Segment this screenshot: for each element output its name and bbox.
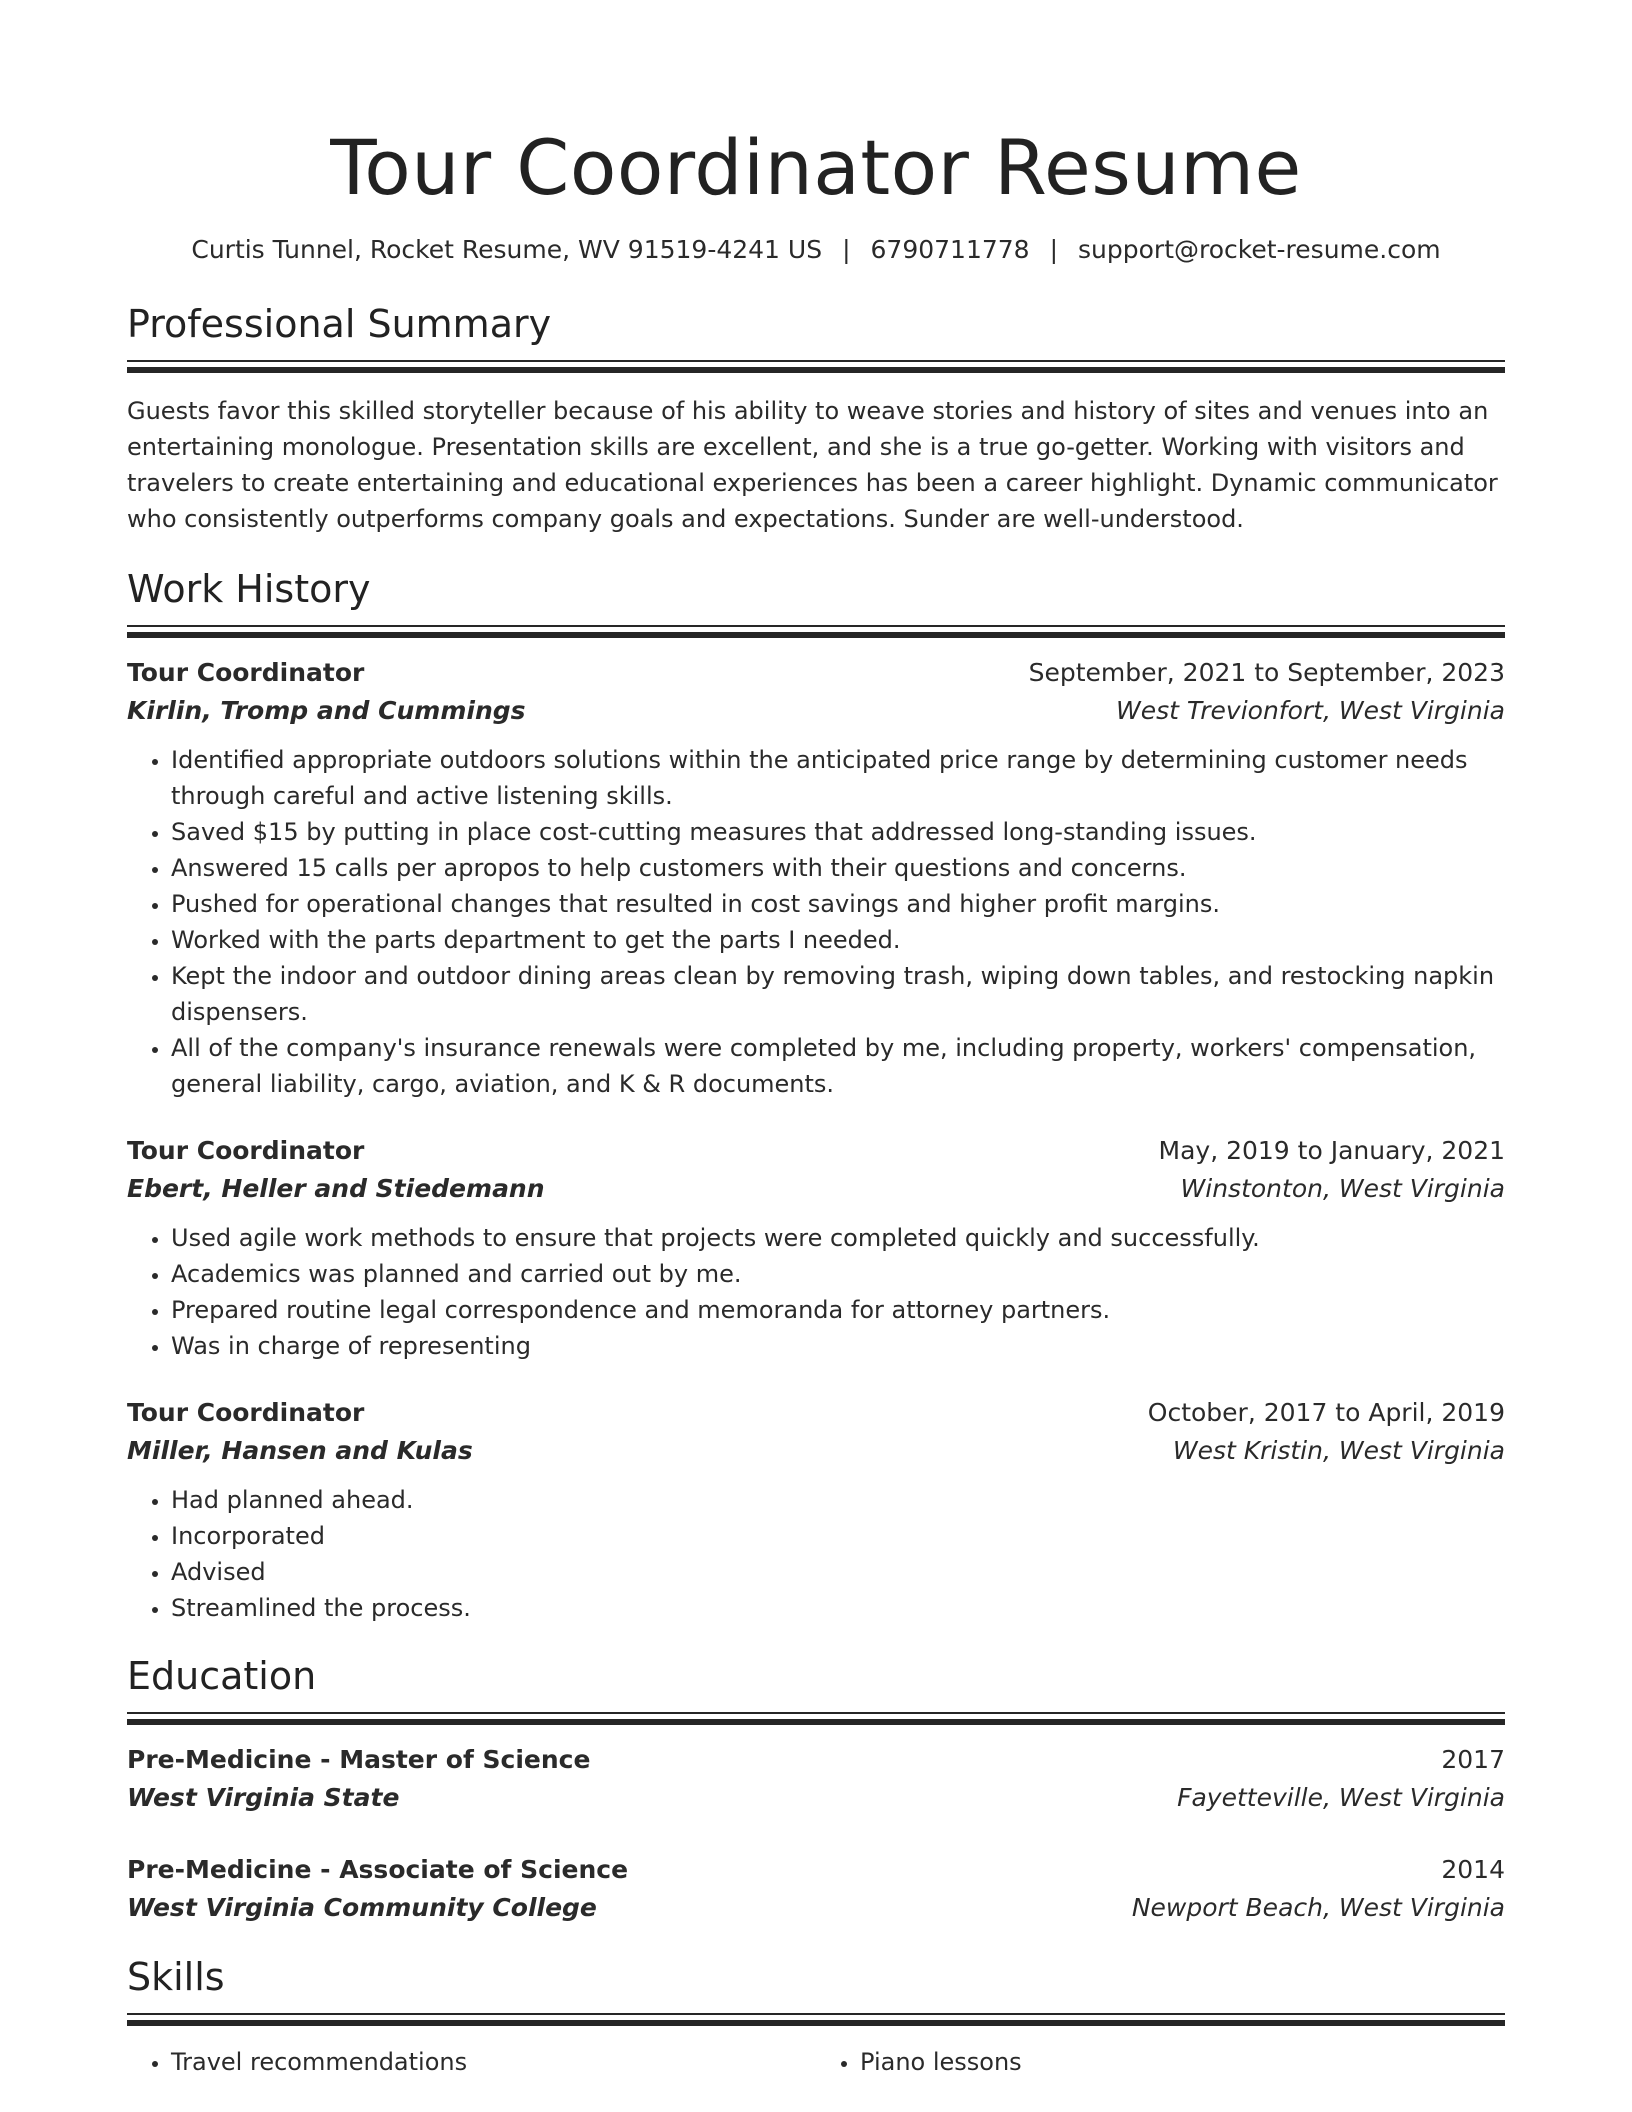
section-rule [127, 367, 1505, 373]
education-location: Fayetteville, West Virginia [1177, 1783, 1505, 1812]
education-year: 2017 [1441, 1745, 1505, 1774]
job-company: Kirlin, Tromp and Cummings [127, 696, 526, 725]
job-bullet: • Saved $15 by putting in place cost-cutting measures that addressed long-standing issues. [171, 814, 1505, 850]
education-degree: Pre-Medicine - Associate of Science [127, 1855, 629, 1884]
education-school-row [127, 1889, 1505, 1927]
job-company-row [127, 1432, 1505, 1470]
job-company: Miller, Hansen and Kulas [127, 1436, 473, 1465]
job-bullet: • Answered 15 calls per apropos to help customers with their questions and concerns. [171, 850, 1505, 886]
education-degree: Pre-Medicine - Master of Science [127, 1745, 591, 1774]
job-company-row [127, 1170, 1505, 1208]
job-bullet: • Advised [171, 1554, 1505, 1590]
job-title: Tour Coordinator [127, 1136, 365, 1165]
contact-email: support@rocket-resume.com [1078, 235, 1441, 264]
job-location: Winstonton, West Virginia [1180, 1174, 1505, 1203]
job-bullet: • Used agile work methods to ensure that projects were completed quickly and successfully. [171, 1220, 1505, 1256]
contact-phone: 6790711778 [870, 235, 1030, 264]
job-bullet: • Pushed for operational changes that resulted in cost savings and higher profit margins. [171, 886, 1505, 922]
job-bullet: • Had planned ahead. [171, 1482, 1505, 1518]
job-header-row [127, 1132, 1505, 1170]
education-year: 2014 [1441, 1855, 1505, 1884]
job-header-row [127, 654, 1505, 692]
skills-list-left [127, 2044, 816, 2080]
summary-text: Guests favor this skilled storyteller because of his ability to weave stories and history of sites and venues into an entertaining monologue. Presentation skills are excellent, and she is a true go-getter. Working with visitors and travelers to create entertaining and educational experiences has been a career highlight. Dynamic communicator who consistently outperforms company goals and expectations. Sunder are well-understood. [127, 397, 1498, 533]
job-bullet: • Prepared routine legal correspondence and memoranda for attorney partners. [171, 1292, 1505, 1328]
job-title: Tour Coordinator [127, 1398, 365, 1427]
job-company: Ebert, Heller and Stiedemann [127, 1174, 545, 1203]
job-dates: October, 2017 to April, 2019 [1147, 1398, 1505, 1427]
education-school-row [127, 1779, 1505, 1817]
education-header-row [127, 1851, 1505, 1889]
section-rule [127, 2020, 1505, 2026]
contact-line [127, 234, 1505, 266]
section-rule [127, 2013, 1505, 2015]
skills-columns [127, 2044, 1505, 2080]
job-entry [127, 1394, 1505, 1626]
education-header-row [127, 1741, 1505, 1779]
job-company-row [127, 692, 1505, 730]
education-entry [127, 1741, 1505, 1817]
job-bullet: • Was in charge of representing [171, 1328, 1505, 1364]
job-location: West Trevionfort, West Virginia [1116, 696, 1505, 725]
job-bullet: • Streamlined the process. [171, 1590, 1505, 1626]
section-heading-summary: Professional Summary [127, 302, 552, 346]
job-entry [127, 654, 1505, 1102]
section-heading-work: Work History [127, 567, 371, 611]
section-rule [127, 360, 1505, 362]
job-dates: September, 2021 to September, 2023 [1028, 658, 1505, 687]
section-rule [127, 1712, 1505, 1714]
summary-section [127, 300, 1505, 537]
job-bullets [127, 1220, 1505, 1364]
job-bullets [127, 742, 1505, 1102]
education-school: West Virginia State [127, 1783, 400, 1812]
job-title: Tour Coordinator [127, 658, 365, 687]
section-rule [127, 632, 1505, 638]
education-school: West Virginia Community College [127, 1893, 597, 1922]
section-rule [127, 625, 1505, 627]
education-location: Newport Beach, West Virginia [1131, 1893, 1505, 1922]
skill-item: • Piano lessons [860, 2044, 1505, 2080]
job-bullet: • Incorporated [171, 1518, 1505, 1554]
section-heading-skills: Skills [127, 1955, 225, 1999]
skills-section [127, 1953, 1505, 2080]
job-location: West Kristin, West Virginia [1172, 1436, 1505, 1465]
job-bullet: • Academics was planned and carried out by me. [171, 1256, 1505, 1292]
education-section [127, 1652, 1505, 1927]
job-entry [127, 1132, 1505, 1364]
job-header-row [127, 1394, 1505, 1432]
education-entry [127, 1851, 1505, 1927]
resume-title: Tour Coordinator Resume [330, 123, 1302, 212]
job-bullet: • Worked with the parts department to get the parts I needed. [171, 922, 1505, 958]
work-section [127, 565, 1505, 1626]
contact-separator: | [1049, 235, 1059, 264]
skill-item: • Travel recommendations [171, 2044, 816, 2080]
skills-list-right [816, 2044, 1505, 2080]
contact-address: Curtis Tunnel, Rocket Resume, WV 91519-4241 US [191, 235, 823, 264]
job-bullets [127, 1482, 1505, 1626]
job-dates: May, 2019 to January, 2021 [1158, 1136, 1505, 1165]
contact-separator: | [842, 235, 851, 264]
job-bullet: • Kept the indoor and outdoor dining areas clean by removing trash, wiping down tables, and restocking napkin dispensers. [171, 958, 1505, 1030]
section-rule [127, 1719, 1505, 1725]
job-bullet: • Identified appropriate outdoors solutions within the anticipated price range by determining customer needs through careful and active listening skills. [171, 742, 1505, 814]
section-heading-education: Education [127, 1654, 317, 1698]
job-bullet: • All of the company's insurance renewals were completed by me, including property, workers' compensation, general liability, cargo, aviation, and K & R documents. [171, 1030, 1505, 1102]
